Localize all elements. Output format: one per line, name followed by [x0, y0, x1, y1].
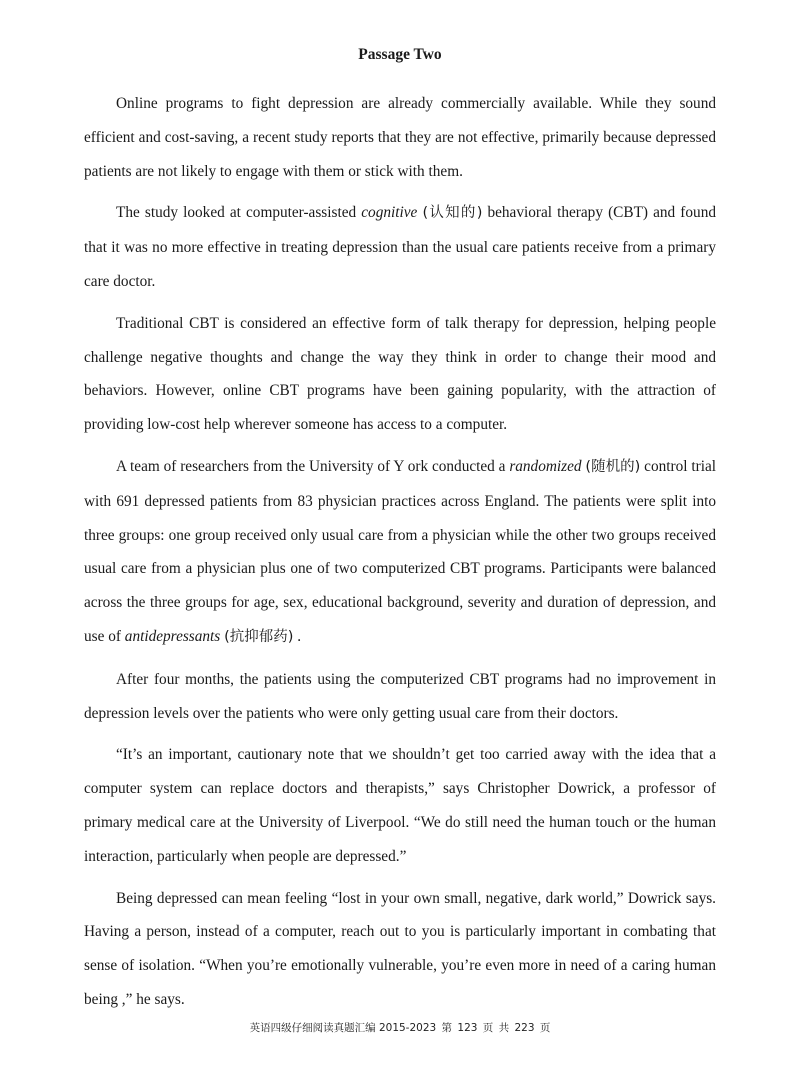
- vocab-gloss-cognitive: (认知的): [422, 205, 483, 222]
- vocab-term-cognitive: cognitive: [361, 204, 418, 222]
- paragraph-4-text-middle: control trial with 691 depressed patients from 83 physician practices across England. The patients were split into three groups: one group received only usual care from a physician while the other two groups received usual care from a physician plus one of two computerized CBT programs. Participants were balanced across the three groups for age, sex, educational background, severity and duration of depression, and use of: [84, 457, 716, 645]
- paragraph-4: [84, 450, 716, 655]
- footer-total-pages: 223: [514, 1022, 535, 1034]
- paragraph-6: “It’s an important, cautionary note that we shouldn’t get too carried away with the idea that a computer system can replace doctors and therapists,” says Christopher Dowrick, a professor of primary medical care at the University of Liverpool. “We do still need the human touch or the human interaction, particularly when people are depressed.”: [84, 746, 716, 865]
- vocab-term-randomized: randomized: [509, 457, 582, 475]
- passage-body: [84, 87, 716, 1025]
- footer-total-unit: 页: [539, 1022, 551, 1034]
- paragraph-4-text-after: .: [293, 627, 302, 645]
- paragraph-2-text-before: The study looked at computer-assisted: [116, 204, 362, 222]
- paragraph-1: Online programs to fight depression are already commercially available. While they sound efficient and cost-saving, a recent study reports that they are not effective, primarily because depressed patients are not likely to engage with them or stick with them.: [84, 95, 716, 180]
- footer-page-prefix: 第: [441, 1022, 453, 1034]
- footer-total-prefix: 共: [498, 1022, 510, 1034]
- passage-title: Passage Two: [358, 46, 442, 63]
- paragraph-4-text-before: A team of researchers from the University of Y ork conducted a: [116, 457, 510, 475]
- footer-source: 英语四级仔细阅读真题汇编 2015-2023: [249, 1022, 437, 1034]
- vocab-term-antidepressants: antidepressants: [124, 627, 221, 645]
- footer-page-number: 123: [457, 1022, 478, 1034]
- paragraph-5: After four months, the patients using the computerized CBT programs had no improvement in depression levels over the patients who were only getting usual care from their doctors.: [84, 670, 716, 722]
- paragraph-3: Traditional CBT is considered an effective form of talk therapy for depression, helping people challenge negative thoughts and change the way they think in order to change their mood and behaviors. However, online CBT programs have been gaining popularity, with the attraction of providing low-cost help wherever someone has access to a computer.: [84, 314, 716, 434]
- footer-page-unit: 页: [482, 1022, 494, 1034]
- vocab-gloss-antidepressants: (抗抑郁药): [224, 628, 294, 645]
- paragraph-2-text-after: behavioral therapy (CBT) and found that it was no more effective in treating depression than the usual care patients receive from a primary care doctor.: [84, 204, 716, 290]
- paragraph-2: [84, 196, 716, 298]
- paragraph-7: Being depressed can mean feeling “lost in your own small, negative, dark world,” Dowrick says. Having a person, instead of a computer, reach out to you is particularly important in combating that sense of isolation. “When you’re emotionally vulnerable, you’re even more in need of a caring human being ,” he says.: [84, 889, 716, 1008]
- vocab-gloss-randomized: (随机的): [585, 458, 641, 475]
- page-footer: [0, 1020, 800, 1036]
